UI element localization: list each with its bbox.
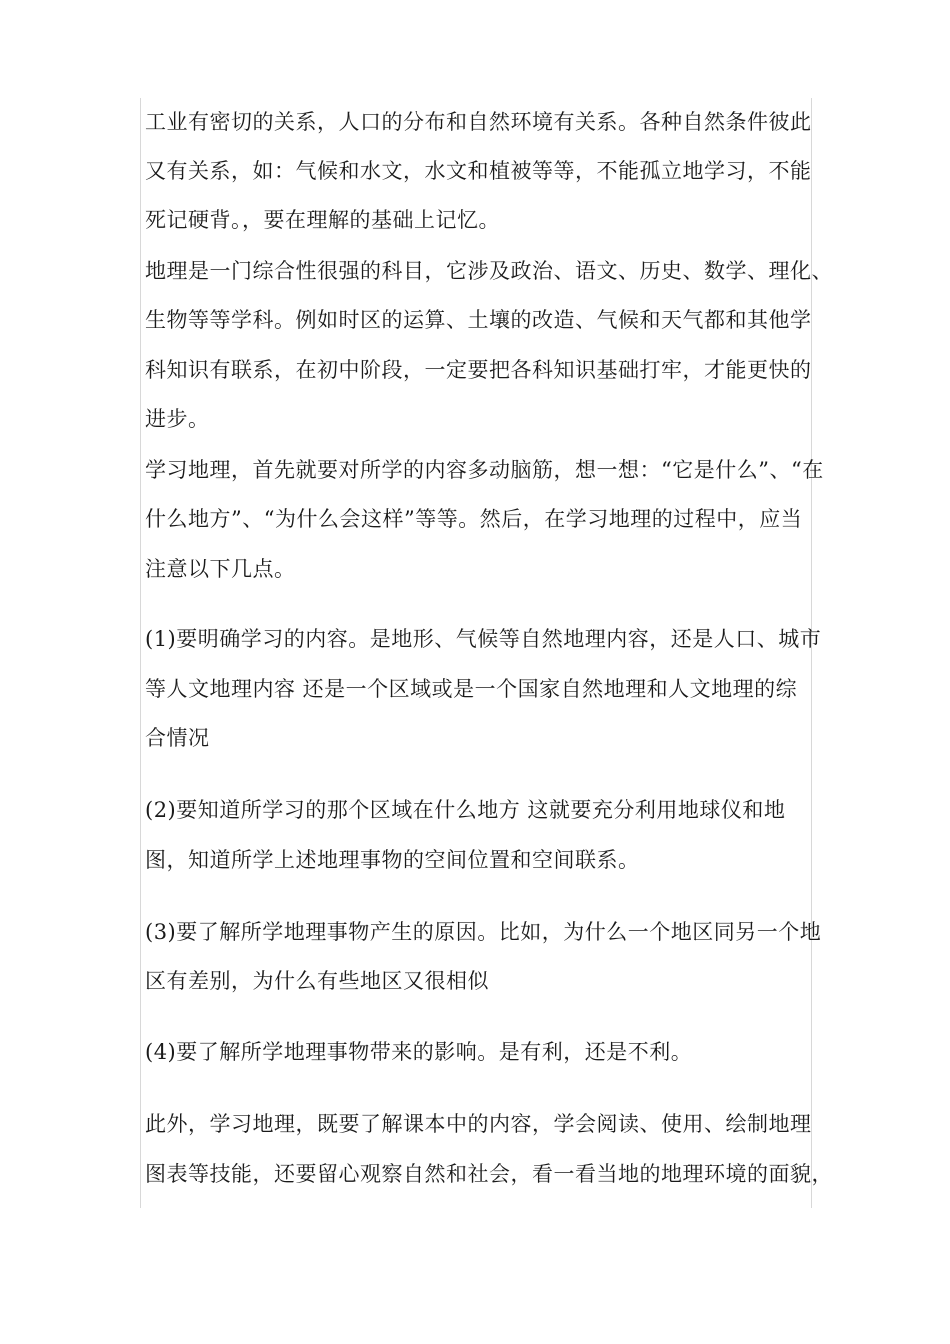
text-line: (2)要知道所学习的那个区域在什么地方 这就要充分利用地球仪和地 [145, 798, 786, 822]
text-line: 注意以下几点。 [145, 557, 296, 581]
text-line: 又有关系，如：气候和水文，水文和植被等等，不能孤立地学习，不能 [145, 159, 812, 183]
text-line: (1)要明确学习的内容。是地形、气候等自然地理内容，还是人口、城市 [145, 627, 822, 651]
text-line: 什么地方”、“为什么会这样”等等。然后，在学习地理的过程中，应当 [145, 507, 803, 531]
text-line: 图表等技能，还要留心观察自然和社会，看一看当地的地理环境的面貌， [145, 1162, 833, 1186]
text-line: 死记硬背。，要在理解的基础上记忆。 [145, 208, 500, 232]
text-line: 学习地理，首先就要对所学的内容多动脑筋，想一想：“它是什么”、“在 [145, 458, 824, 482]
text-line: 等人文地理内容 还是一个区域或是一个国家自然地理和人文地理的综 [145, 677, 798, 701]
text-line: 此外，学习地理，既要了解课本中的内容，学会阅读、使用、绘制地理 [145, 1112, 812, 1136]
text-line: 区有差别，为什么有些地区又很相似 [145, 969, 489, 993]
text-line: (3)要了解所学地理事物产生的原因。比如，为什么一个地区同另一个地 [145, 920, 822, 944]
text-line: (4)要了解所学地理事物带来的影响。是有利，还是不利。 [145, 1040, 693, 1064]
text-line: 进步。 [145, 407, 210, 431]
text-line: 地理是一门综合性很强的科目，它涉及政治、语文、历史、数学、理化、 [145, 259, 833, 283]
text-line: 合情况 [145, 726, 210, 750]
text-line: 生物等等学科。例如时区的运算、土壤的改造、气候和天气都和其他学 [145, 308, 812, 332]
text-line: 工业有密切的关系，人口的分布和自然环境有关系。各种自然条件彼此 [145, 110, 812, 134]
text-line: 科知识有联系，在初中阶段，一定要把各科知识基础打牢，才能更快的 [145, 358, 812, 382]
text-line: 图，知道所学上述地理事物的空间位置和空间联系。 [145, 848, 640, 872]
